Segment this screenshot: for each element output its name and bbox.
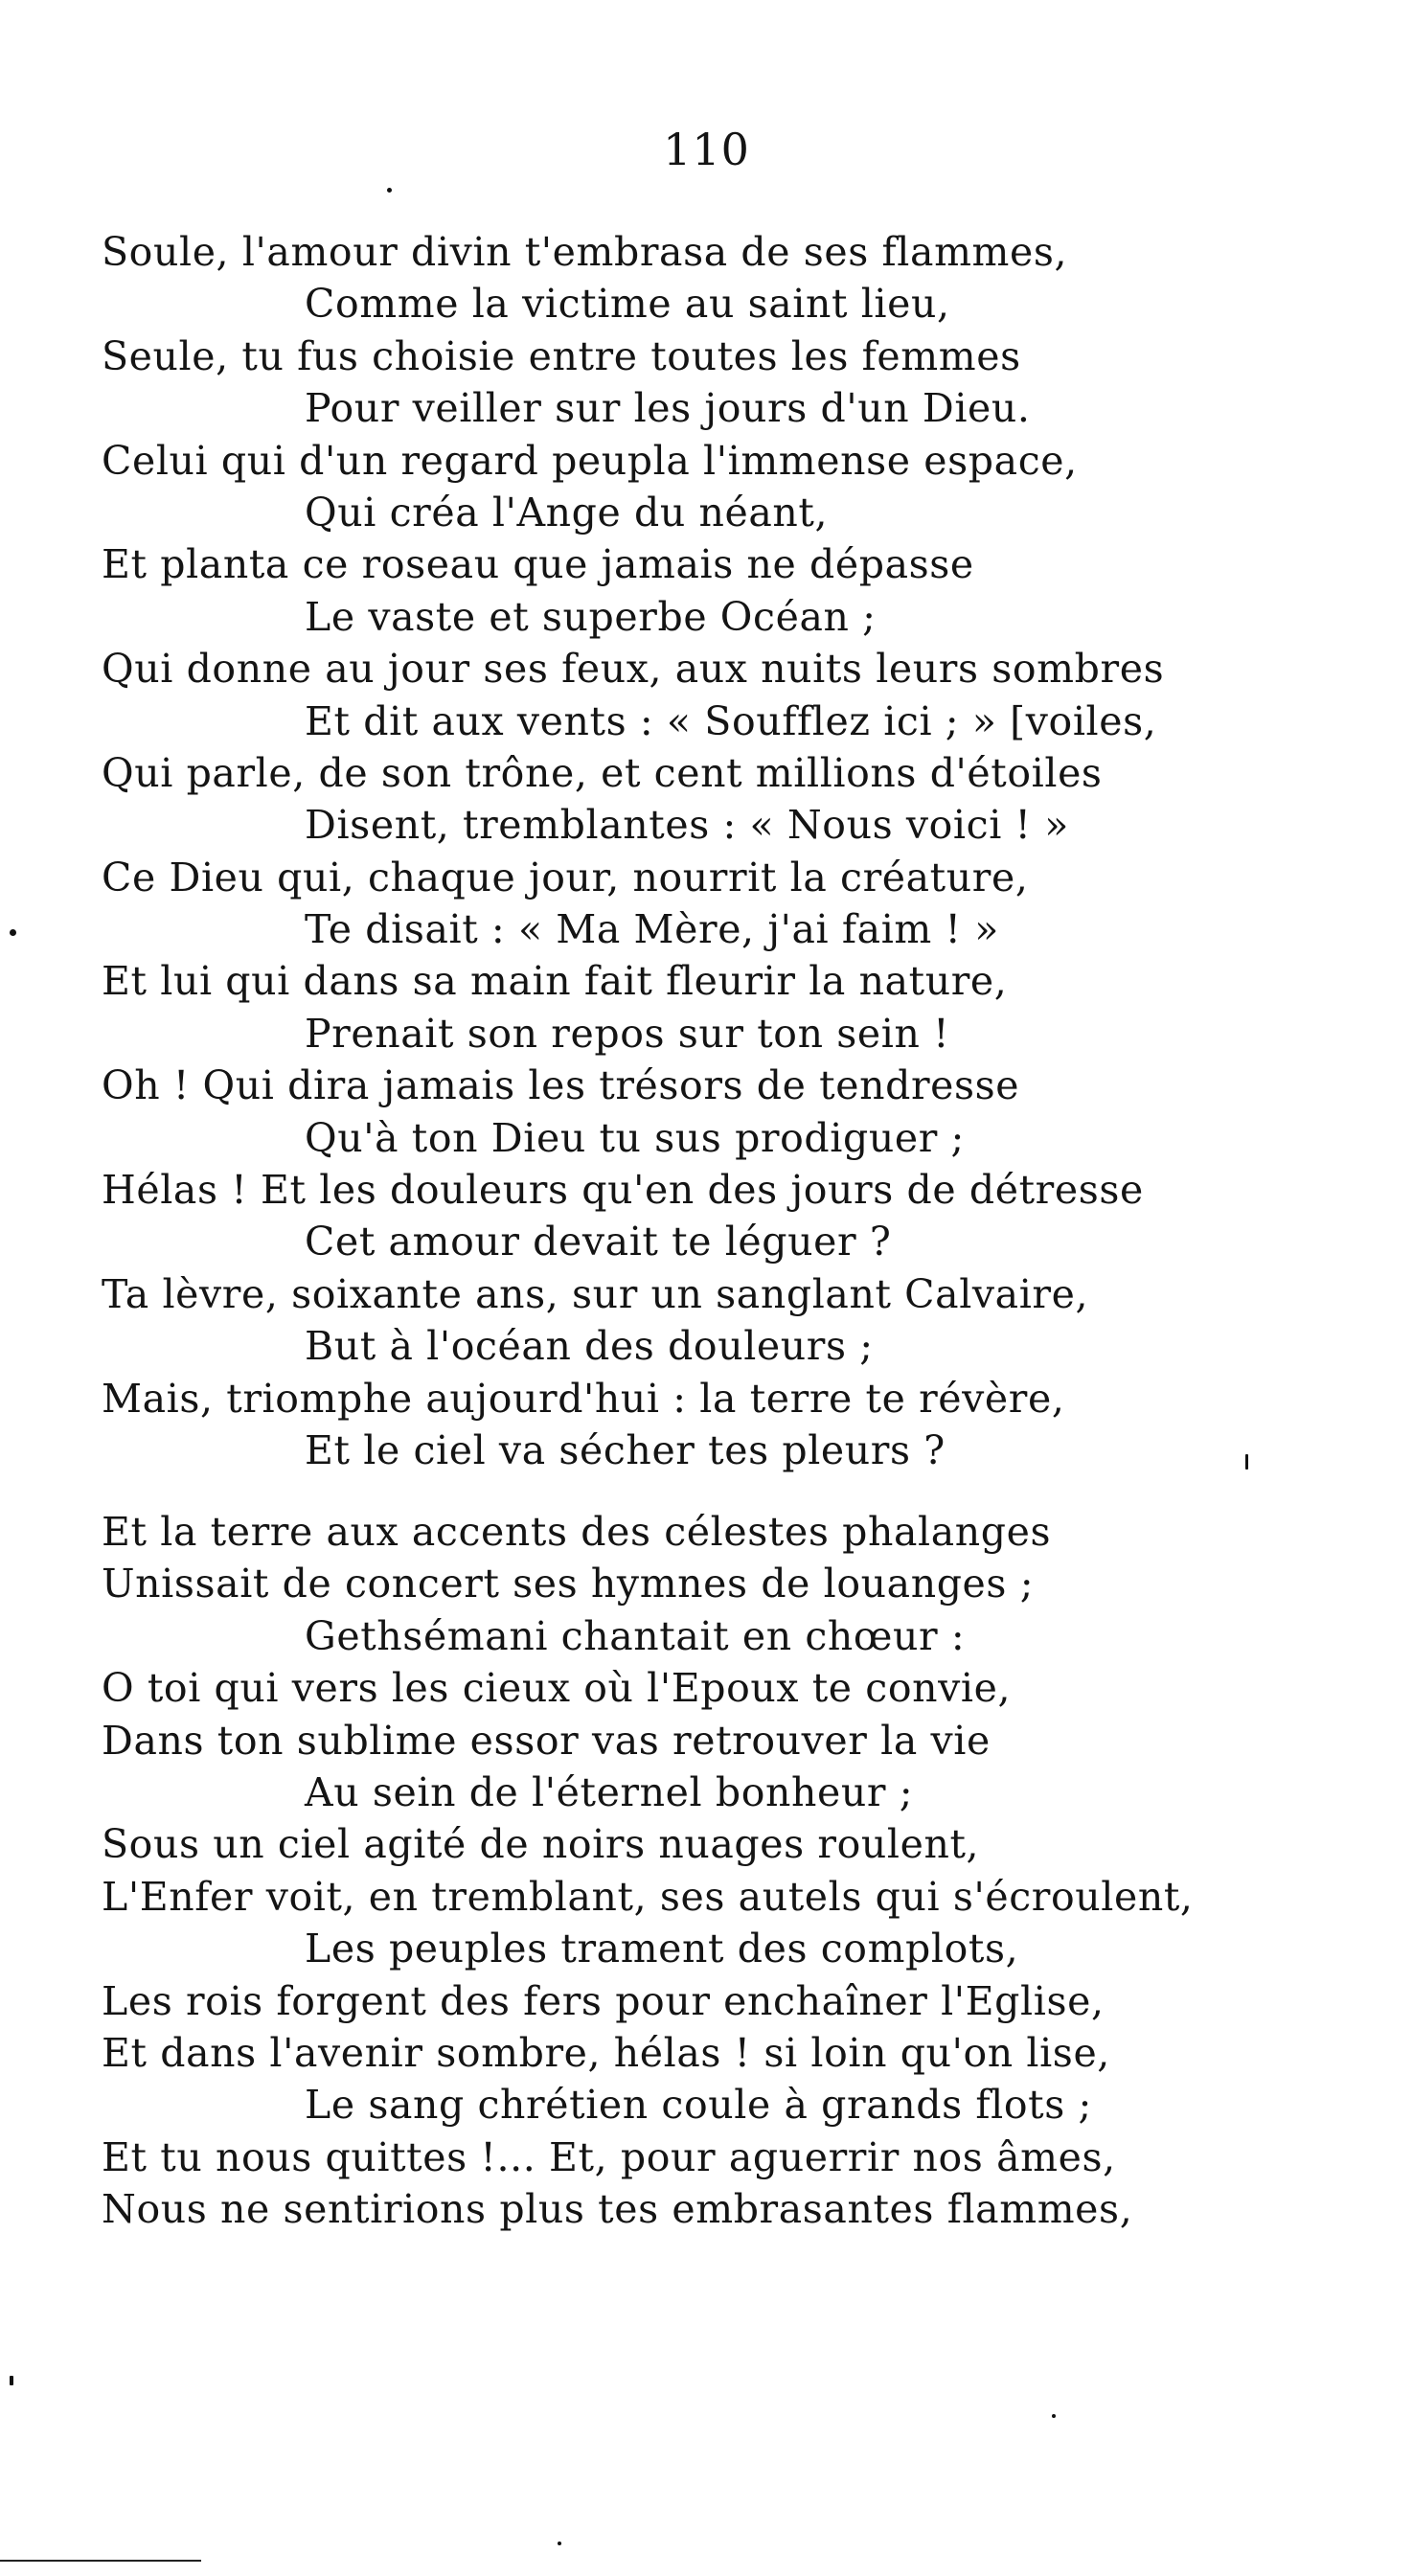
verse-line: Unissait de concert ses hymnes de louanges ; bbox=[102, 1561, 1035, 1607]
ink-speck bbox=[387, 188, 392, 193]
verse-line: But à l'océan des douleurs ; bbox=[305, 1323, 874, 1370]
verse-line: Nous ne sentirions plus tes embrasantes flammes, bbox=[102, 2186, 1133, 2233]
verse-line: Disent, tremblantes : « Nous voici ! » bbox=[305, 802, 1069, 849]
verse-line: Cet amour devait te léguer ? bbox=[305, 1219, 892, 1265]
verse-line: Dans ton sublime essor vas retrouver la vie bbox=[102, 1717, 991, 1764]
verse-line: Te disait : « Ma Mère, j'ai faim ! » bbox=[305, 906, 999, 953]
verse-line: Sous un ciel agité de noirs nuages roulent, bbox=[102, 1821, 980, 1868]
verse-line: Comme la victime au saint lieu, bbox=[305, 281, 950, 328]
ink-speck bbox=[558, 2542, 561, 2545]
stanza-1 bbox=[0, 226, 1413, 1476]
verse-line: Prenait son repos sur ton sein ! bbox=[305, 1010, 950, 1057]
verse-line: Les rois forgent des fers pour enchaîner l'Eglise, bbox=[102, 1977, 1105, 2024]
verse-line: Les peuples trament des complots, bbox=[305, 1926, 1019, 1972]
verse-line: Hélas ! Et les douleurs qu'en des jours de détresse bbox=[102, 1167, 1144, 1214]
verse-line: Seule, tu fus choisie entre toutes les femmes bbox=[102, 332, 1021, 379]
verse-line: Qu'à ton Dieu tu sus prodiguer ; bbox=[305, 1114, 965, 1161]
ink-speck bbox=[10, 2376, 13, 2385]
ink-speck bbox=[1245, 1454, 1248, 1470]
verse-line: Qui créa l'Ange du néant, bbox=[305, 489, 829, 536]
verse-line: Qui parle, de son trône, et cent millions d'étoiles bbox=[102, 749, 1103, 796]
verse-line: Et la terre aux accents des célestes phalanges bbox=[102, 1509, 1052, 1555]
verse-line: O toi qui vers les cieux où l'Epoux te convie, bbox=[102, 1665, 1012, 1712]
verse-line: Au sein de l'éternel bonheur ; bbox=[305, 1768, 914, 1815]
stanza-2 bbox=[0, 1506, 1413, 2235]
verse-line: Le sang chrétien coule à grands flots ; bbox=[305, 2082, 1092, 2129]
verse-line: Et planta ce roseau que jamais ne dépasse bbox=[102, 541, 974, 588]
verse-line: Soule, l'amour divin t'embrasa de ses flammes, bbox=[102, 229, 1068, 275]
verse-line: Gethsémani chantait en chœur : bbox=[305, 1612, 966, 1659]
page-number: 110 bbox=[663, 124, 750, 175]
verse-line: Et lui qui dans sa main fait fleurir la nature, bbox=[102, 958, 1008, 1005]
verse-line: Oh ! Qui dira jamais les trésors de tendresse bbox=[102, 1062, 1020, 1109]
verse-line: L'Enfer voit, en tremblant, ses autels qui s'écroulent, bbox=[102, 1873, 1194, 1920]
ink-speck bbox=[10, 929, 16, 936]
verse-line: Qui donne au jour ses feux, aux nuits leurs sombres bbox=[102, 646, 1165, 693]
verse-line: Et le ciel va sécher tes pleurs ? bbox=[305, 1426, 946, 1473]
verse-line: Et dit aux vents : « Soufflez ici ; » [voiles, bbox=[305, 697, 1157, 744]
verse-line: Et tu nous quittes !... Et, pour aguerrir nos âmes, bbox=[102, 2133, 1116, 2180]
verse-line: Le vaste et superbe Océan ; bbox=[305, 593, 877, 640]
verse-line: Celui qui d'un regard peupla l'immense espace, bbox=[102, 437, 1078, 484]
verse-line: Ta lèvre, soixante ans, sur un sanglant Calvaire, bbox=[102, 1270, 1089, 1317]
ink-speck bbox=[1052, 2414, 1056, 2418]
verse-line: Et dans l'avenir sombre, hélas ! si loin qu'on lise, bbox=[102, 2029, 1110, 2076]
verse-line: Ce Dieu qui, chaque jour, nourrit la créature, bbox=[102, 854, 1029, 900]
footer-rule bbox=[0, 2560, 201, 2562]
verse-line: Pour veiller sur les jours d'un Dieu. bbox=[305, 385, 1031, 432]
verse-line: Mais, triomphe aujourd'hui : la terre te révère, bbox=[102, 1375, 1065, 1422]
